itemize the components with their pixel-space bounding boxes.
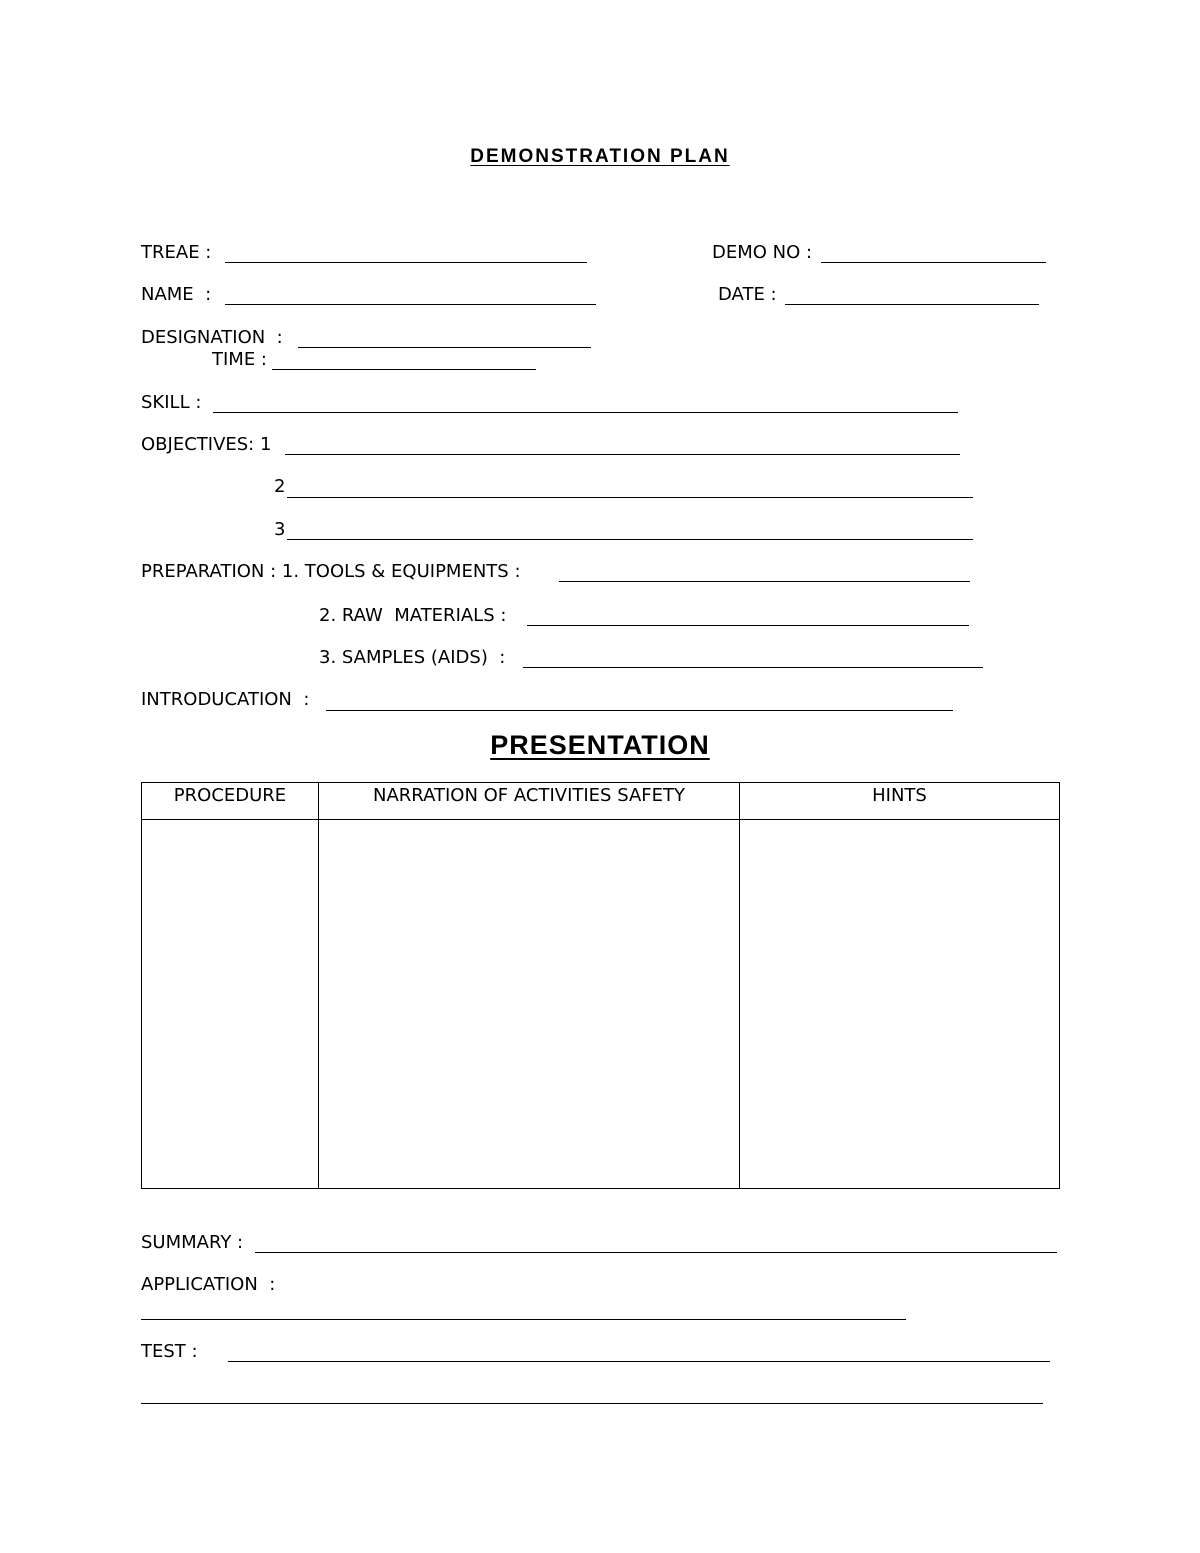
hints-cell[interactable] [740,820,1060,1189]
samples-label: 3. SAMPLES (AIDS) : [319,647,506,668]
date-input-line[interactable] [785,304,1039,305]
procedure-cell[interactable] [142,820,319,1189]
test-input-line-1[interactable] [228,1361,1050,1362]
introduction-label: INTRODUCATION : [141,689,310,710]
name-input-line[interactable] [225,304,596,305]
table-header-row [142,783,1060,820]
demo-no-input-line[interactable] [821,262,1046,263]
test-label: TEST : [141,1341,198,1362]
samples-input-line[interactable] [523,667,983,668]
trade-input-line[interactable] [225,262,587,263]
narration-header: NARRATION OF ACTIVITIES SAFETY [319,783,740,820]
application-input-line[interactable] [141,1319,906,1320]
designation-label: DESIGNATION : [141,327,283,348]
objective-2-input-line[interactable] [287,497,973,498]
hints-header: HINTS [740,783,1060,820]
presentation-table [141,782,1060,1189]
application-label: APPLICATION : [141,1274,276,1295]
procedure-header: PROCEDURE [142,783,319,820]
objective-2-label: 2 [274,476,286,497]
summary-label: SUMMARY : [141,1232,244,1253]
test-input-line-2[interactable] [141,1403,1043,1404]
objective-3-label: 3 [274,519,286,540]
skill-label: SKILL : [141,392,202,413]
objective-1-input-line[interactable] [285,454,960,455]
narration-cell[interactable] [319,820,740,1189]
tools-input-line[interactable] [559,581,970,582]
raw-materials-input-line[interactable] [527,625,969,626]
presentation-heading: PRESENTATION [490,730,710,760]
preparation-label: PREPARATION : 1. TOOLS & EQUIPMENTS : [141,561,521,582]
objective-3-input-line[interactable] [287,539,973,540]
designation-input-line[interactable] [298,347,591,348]
summary-input-line[interactable] [255,1252,1057,1253]
table-row [142,820,1060,1189]
date-label: DATE : [718,284,777,305]
demo-no-label: DEMO NO : [712,242,813,263]
time-input-line[interactable] [272,369,536,370]
objectives-label: OBJECTIVES: 1 [141,434,272,455]
raw-materials-label: 2. RAW MATERIALS : [319,605,507,626]
introduction-input-line[interactable] [326,710,953,711]
skill-input-line[interactable] [213,412,958,413]
name-label: NAME : [141,284,212,305]
document-title: DEMONSTRATION PLAN [470,146,730,167]
time-label: TIME : [212,349,267,370]
trade-label: TREAE : [141,242,212,263]
